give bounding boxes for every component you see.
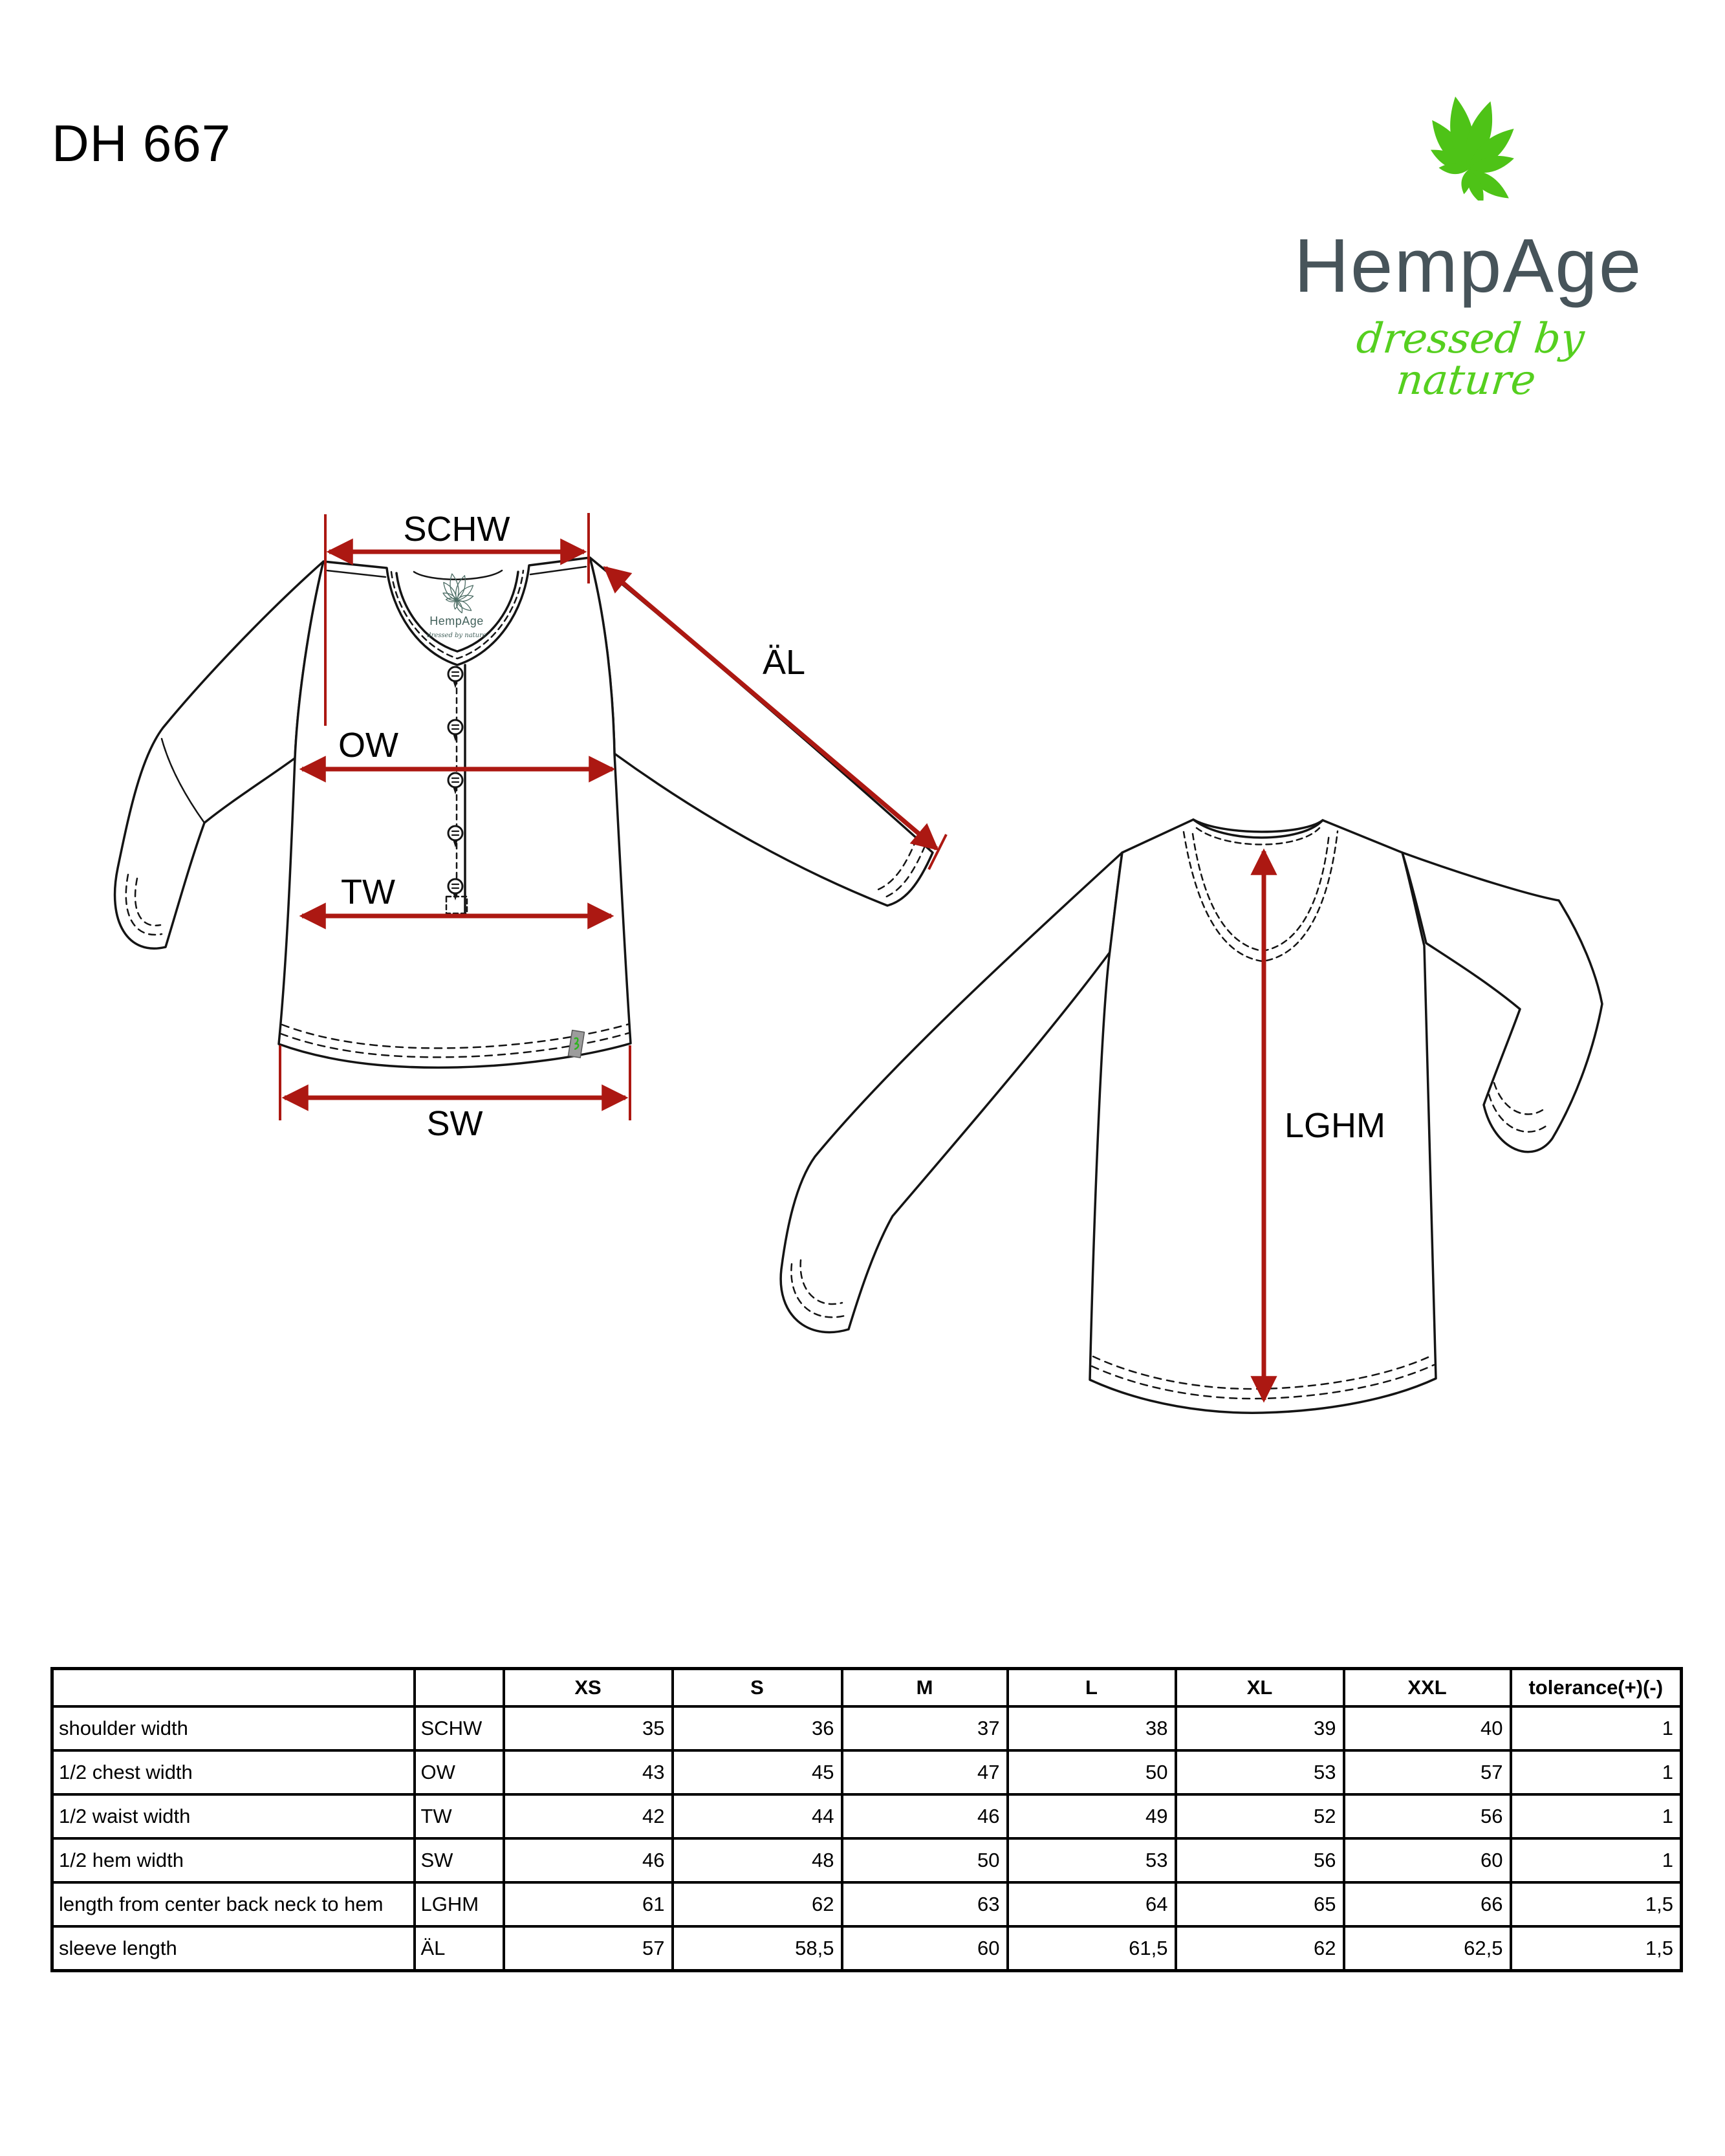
measure-value: 45: [673, 1750, 842, 1794]
neck-label-tagline: dressed by nature: [427, 632, 486, 639]
measure-label: 1/2 waist width: [52, 1794, 415, 1838]
tolerance-value: 1: [1511, 1750, 1682, 1794]
measurement-label-ael: ÄL: [762, 643, 806, 682]
tolerance-value: 1,5: [1511, 1926, 1682, 1971]
measure-value: 56: [1344, 1794, 1511, 1838]
back-view-drawing: [781, 820, 1602, 1413]
measure-value: 60: [1344, 1838, 1511, 1882]
measure-value: 35: [504, 1706, 673, 1750]
tolerance-column-header: tolerance(+)(-): [1511, 1669, 1682, 1707]
measure-code: LGHM: [415, 1882, 504, 1926]
measure-value: 39: [1176, 1706, 1344, 1750]
measurement-label-schw: SCHW: [403, 510, 510, 549]
measure-value: 61: [504, 1882, 673, 1926]
measure-value: 46: [504, 1838, 673, 1882]
measurement-label-tw: TW: [341, 873, 395, 911]
table-row: [52, 1750, 1682, 1794]
measure-value: 53: [1176, 1750, 1344, 1794]
size-column-header-l: L: [1008, 1669, 1176, 1707]
size-table: [50, 1667, 1683, 1972]
measure-value: 62: [673, 1882, 842, 1926]
neck-label-brand: HempAge: [429, 615, 484, 627]
brand-tagline: dressed by nature: [1354, 315, 1587, 404]
table-row: [52, 1794, 1682, 1838]
measure-value: 38: [1008, 1706, 1176, 1750]
measure-value: 46: [842, 1794, 1008, 1838]
empty-header-cell: [52, 1669, 415, 1707]
measure-label: 1/2 chest width: [52, 1750, 415, 1794]
front-view-drawing: [115, 558, 933, 1067]
measure-code: ÄL: [415, 1926, 504, 1971]
measure-value: 57: [1344, 1750, 1511, 1794]
measure-value: 36: [673, 1706, 842, 1750]
page-title: DH 667: [52, 114, 232, 172]
measure-value: 62: [1176, 1926, 1344, 1971]
measure-code: SCHW: [415, 1706, 504, 1750]
measure-value: 65: [1176, 1882, 1344, 1926]
size-column-header-xl: XL: [1176, 1669, 1344, 1707]
measure-value: 57: [504, 1926, 673, 1971]
measure-value: 47: [842, 1750, 1008, 1794]
measurement-label-ow: OW: [338, 726, 398, 765]
table-row: [52, 1882, 1682, 1926]
measure-value: 61,5: [1008, 1926, 1176, 1971]
measure-value: 43: [504, 1750, 673, 1794]
neck-brand-label: [427, 573, 486, 639]
measure-code: TW: [415, 1794, 504, 1838]
measurement-label-lghm: LGHM: [1285, 1106, 1386, 1145]
measurement-label-sw: SW: [426, 1104, 483, 1143]
measure-label: shoulder width: [52, 1706, 415, 1750]
measure-label: sleeve length: [52, 1926, 415, 1971]
tolerance-value: 1: [1511, 1838, 1682, 1882]
measure-value: 62,5: [1344, 1926, 1511, 1971]
measure-value: 44: [673, 1794, 842, 1838]
measure-label: 1/2 hem width: [52, 1838, 415, 1882]
measure-value: 48: [673, 1838, 842, 1882]
measure-code: OW: [415, 1750, 504, 1794]
measure-value: 50: [842, 1838, 1008, 1882]
front-right-sleeve: [590, 558, 933, 906]
measure-value: 64: [1008, 1882, 1176, 1926]
measure-value: 40: [1344, 1706, 1511, 1750]
measure-value: 52: [1176, 1794, 1344, 1838]
size-column-header-m: M: [842, 1669, 1008, 1707]
measure-label: length from center back neck to hem: [52, 1882, 415, 1926]
measure-value: 63: [842, 1882, 1008, 1926]
brand-name: HempAge: [1294, 223, 1643, 309]
size-column-header-xxl: XXL: [1344, 1669, 1511, 1707]
table-row: [52, 1838, 1682, 1882]
table-row: [52, 1706, 1682, 1750]
size-table-wrapper: [50, 1667, 1683, 1972]
measure-value: 58,5: [673, 1926, 842, 1971]
measure-code: SW: [415, 1838, 504, 1882]
back-left-sleeve: [781, 853, 1122, 1333]
table-header-row: [52, 1669, 1682, 1707]
measure-value: 50: [1008, 1750, 1176, 1794]
empty-header-cell: [415, 1669, 504, 1707]
size-column-header-s: S: [673, 1669, 842, 1707]
measure-value: 42: [504, 1794, 673, 1838]
measure-value: 53: [1008, 1838, 1176, 1882]
measure-value: 37: [842, 1706, 1008, 1750]
measure-value: 66: [1344, 1882, 1511, 1926]
back-right-sleeve: [1402, 853, 1602, 1152]
tolerance-value: 1,5: [1511, 1882, 1682, 1926]
measure-value: 49: [1008, 1794, 1176, 1838]
table-row: [52, 1926, 1682, 1971]
measure-value: 56: [1176, 1838, 1344, 1882]
tolerance-value: 1: [1511, 1706, 1682, 1750]
tolerance-value: 1: [1511, 1794, 1682, 1838]
size-column-header-xs: XS: [504, 1669, 673, 1707]
measure-value: 60: [842, 1926, 1008, 1971]
